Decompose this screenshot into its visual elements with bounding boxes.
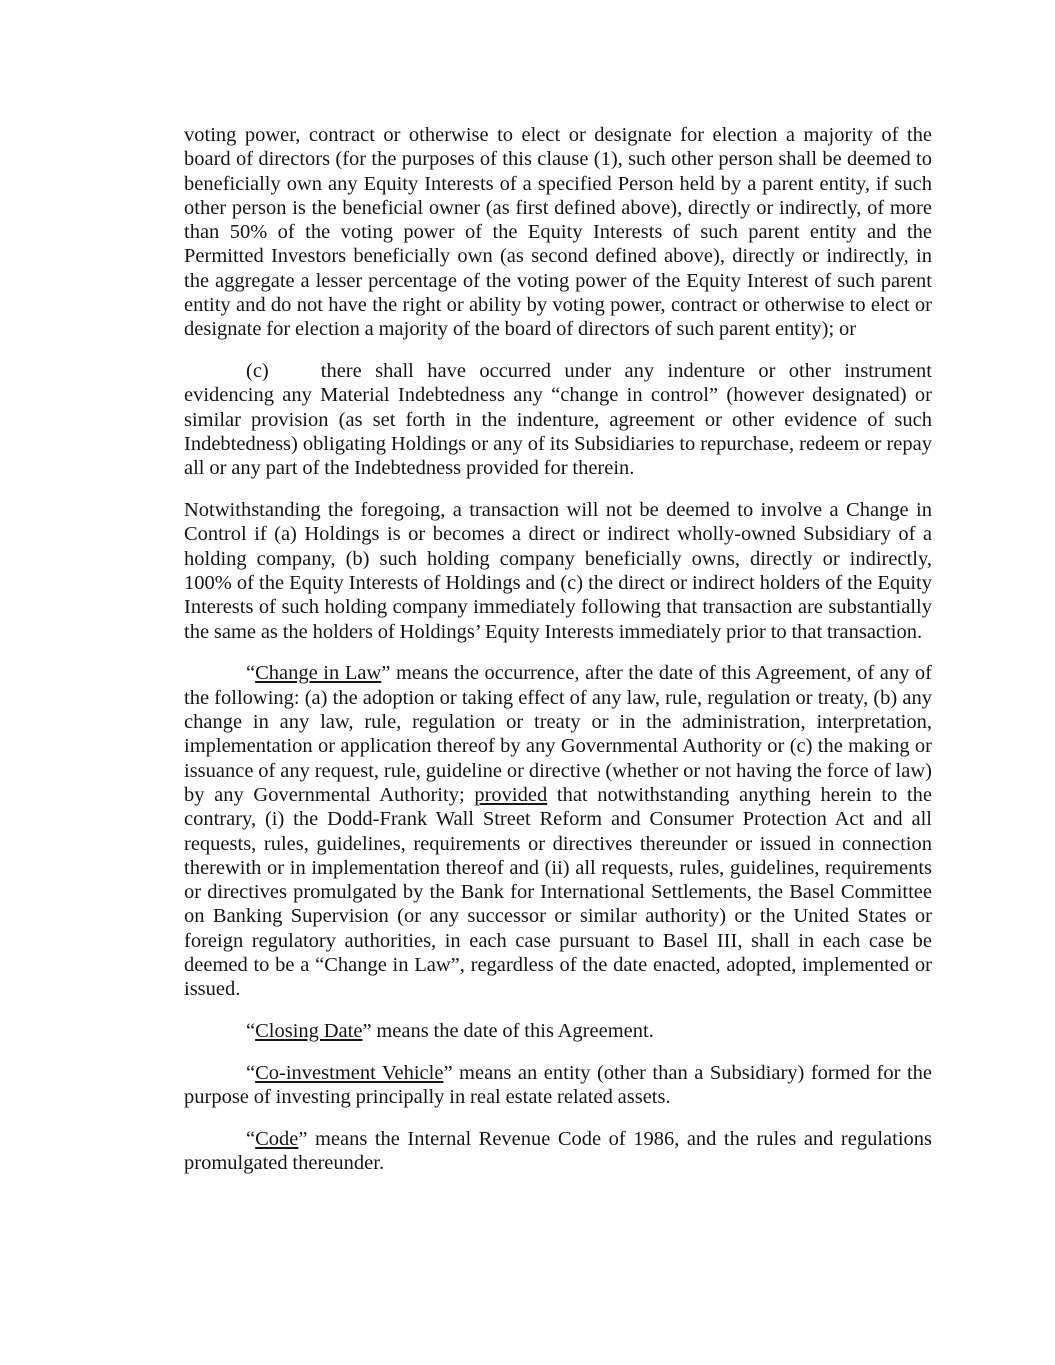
definition-closing-date (184, 1019, 932, 1043)
text-content (184, 123, 932, 1176)
definition-code (184, 1127, 932, 1176)
text-run: Notwithstanding the foregoing, a transaction will not be deemed to involve a Change in Control if (a) Holdings is or becomes a direct or indirect wholly-owned Subsidiary of a holding company, (b) such holding company beneficially owns, directly or indirectly, 100% of the Equity Interests of Holdings and (c) the direct or indirect holders of the Equity Interests of such holding company immediately following that transaction are substantially the same as the holders of Holdings’ Equity Interests immediately prior to that transaction. (184, 499, 932, 643)
defined-term-closing-date: Closing Date (255, 1020, 363, 1043)
defined-term-co-investment-vehicle: Co-investment Vehicle (255, 1061, 444, 1084)
text-run: ” means the date of this Agreement. (362, 1020, 654, 1043)
open-quote: “ (246, 1061, 256, 1084)
defined-term-code: Code (255, 1127, 299, 1150)
defined-term-change-in-law: Change in Law (255, 662, 382, 685)
paragraph-notwithstanding (184, 498, 932, 644)
text-run: that notwithstanding anything herein to the contrary, (i) the Dodd-Frank Wall Street Reform and Consumer Protection Act and all requests, rules, guidelines, requirements or directives thereunder or issued in connection therewith or in implementation thereof and (ii) all requests, rules, guidelines, requirements or directives promulgated by the Bank for International Settlements, the Basel Committee on Banking Supervision (or any successor or similar authority) or the United States or foreign regulatory authorities, in each case pursuant to Basel III, shall in each case be deemed to be a “Change in Law”, regardless of the date enacted, adopted, implemented or issued. (184, 783, 933, 1001)
proviso-term: provided (474, 783, 548, 806)
text-run: ” means the occurrence, after the date of this Agreement, of any of the following: (a) the adoption or taking effect of any law, rule, regulation or treaty, (b) any change in any law, rule, regulation or treaty or in the administration, interpretation, implementation or application thereof by any Governmental Authority or (c) the making or issuance of any request, rule, guideline or directive (whether or not having the force of law) by any Governmental Authority; (184, 662, 932, 806)
text-run: voting power, contract or otherwise to elect or designate for election a majority of the board of directors (for the purposes of this clause (1), such other person shall be deemed to beneficially own any Equity Interests of a specified Person held by a parent entity, if such other person is the beneficial owner (as first defined above), directly or indirectly, of more than 50% of the voting power of the Equity Interests of such parent entity and the Permitted Investors beneficially own (as second defined above), directly or indirectly, in the aggregate a lesser percentage of the voting power of the Equity Interest of such parent entity and do not have the right or ability by voting power, contract or otherwise to elect or designate for election a majority of the board of directors of such parent entity); or (184, 124, 932, 341)
paragraph-continuation-change-of-control (184, 123, 932, 342)
open-quote: “ (246, 1127, 256, 1150)
text-run: ” means the Internal Revenue Code of 1986, and the rules and regulations promulgated thereunder. (184, 1127, 932, 1175)
open-quote: “ (246, 1020, 256, 1043)
text-run: there shall have occurred under any indenture or other instrument evidencing any Material Indebtedness any “change in control” (however designated) or similar provision (as set forth in the indenture, agreement or other evidence of such Indebtedness) obligating Holdings or any of its Subsidiaries to repurchase, redeem or repay all or any part of the Indebtedness provided for therein. (184, 360, 932, 480)
paragraph-clause-c (184, 359, 932, 480)
definition-co-investment-vehicle (184, 1061, 932, 1110)
open-quote: “ (246, 662, 256, 685)
definition-change-in-law (184, 661, 932, 1001)
clause-label: (c) (246, 360, 269, 383)
text-run: ” means an entity (other than a Subsidiary) formed for the purpose of investing principally in real estate related assets. (184, 1061, 933, 1109)
